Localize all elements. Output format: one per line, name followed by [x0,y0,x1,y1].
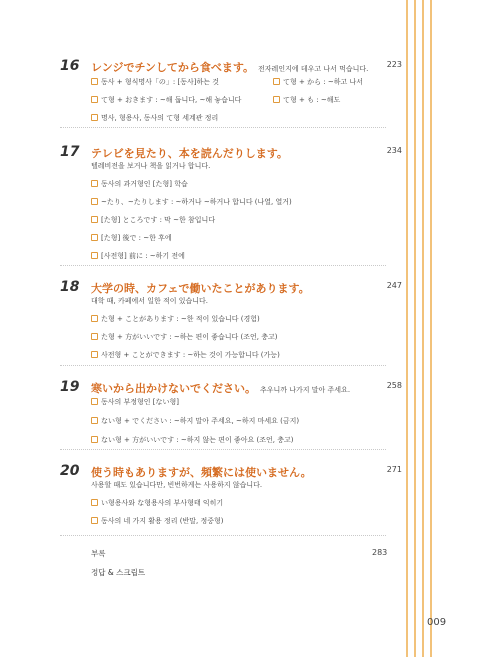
lesson-number: 17 [60,144,80,160]
square-bullet-icon [91,315,98,322]
lesson-point: 동사의 네 가지 활용 정리 (반말, 정중형) [91,516,223,526]
lesson-point: て형 + から : ~하고 나서 [273,77,363,87]
lesson-point: て형 + おきます : ~해 둡니다, ~해 놓습니다 [91,95,241,105]
lesson-title-translation: 전자레인지에 데우고 나서 먹습니다. [258,65,369,73]
square-bullet-icon [91,398,98,405]
lesson-point: ~たり、~たりします : ~하거나 ~하거나 합니다 (나열, 열거) [91,197,292,207]
divider [60,535,386,536]
square-bullet-icon [273,78,280,85]
divider [60,127,386,128]
lesson-point: い형용사와 な형용사의 부사형태 익히기 [91,498,223,508]
lesson-point: 동사의 과거형인 [た형] 학습 [91,179,188,189]
square-bullet-icon [91,78,98,85]
lesson-point: 동사 + 형식명사「の」: [동사]하는 것 [91,77,219,87]
lesson-point: [た형] 後で : ~한 후에 [91,233,172,243]
square-bullet-icon [91,198,98,205]
lesson-page: 234 [386,146,402,155]
lesson-number: 16 [60,58,80,74]
appendix-label[interactable]: 부록 [91,549,106,558]
lesson-point: 명사, 형용사, 동사의 て형 세계관 정리 [91,113,218,123]
lesson-point: [た형] ところです : 막 ~한 참입니다 [91,215,215,225]
lesson-number: 19 [60,379,80,395]
lesson-description: 대학 때, 카페에서 일한 적이 있습니다. [91,297,209,305]
lesson-title-translation: 추우니까 나가지 말아 주세요. [260,386,351,394]
square-bullet-icon [91,234,98,241]
square-bullet-icon [91,333,98,340]
square-bullet-icon [273,96,280,103]
lesson-title[interactable]: 使う時もありますが、頻繁には使いません。 [91,466,312,479]
lesson-page: 247 [386,281,402,290]
answers-label[interactable]: 정답 & 스크립트 [91,568,146,577]
lesson-number: 18 [60,279,80,295]
lesson-description: 사용할 때도 있습니다만, 빈번하게는 사용하지 않습니다. [91,481,263,489]
appendix-page: 283 [372,548,388,557]
lesson-page: 223 [386,60,402,69]
lesson-title-text: 寒いから出かけないでください。 [91,382,256,395]
lesson-point: た형 + 方がいいです : ~하는 편이 좋습니다 (조언, 충고) [91,332,277,342]
lesson-point: て형 + も : ~해도 [273,95,340,105]
lesson-title[interactable]: 大学の時、カフェで働いたことがあります。 [91,282,310,295]
lesson-page: 271 [386,465,402,474]
square-bullet-icon [91,517,98,524]
lesson-number: 20 [60,463,80,479]
decorative-line [430,0,432,657]
divider [60,449,386,450]
lesson-point: ない형 + 方がいいです : ~하지 않는 편이 좋아요 (조언, 충고) [91,435,293,445]
lesson-title[interactable] [91,59,368,75]
square-bullet-icon [91,351,98,358]
lesson-description: 텔레비전을 보거나 책을 읽거나 합니다. [91,162,211,170]
decorative-line [406,0,408,657]
square-bullet-icon [91,499,98,506]
decorative-line [414,0,416,657]
page-number: 009 [427,617,447,628]
lesson-title[interactable] [91,380,350,396]
lesson-point: た형 + ことがあります : ~한 적이 있습니다 (경험) [91,314,260,324]
decorative-line [422,0,424,657]
square-bullet-icon [91,180,98,187]
lesson-point: 동사의 부정형인 [ない형] [91,397,179,407]
square-bullet-icon [91,96,98,103]
square-bullet-icon [91,252,98,259]
lesson-title[interactable]: テレビを見たり、本を読んだりします。 [91,147,288,160]
lesson-page: 258 [386,381,402,390]
square-bullet-icon [91,436,98,443]
square-bullet-icon [91,216,98,223]
lesson-point: ない형 + でください : ~하지 말아 주세요, ~하지 마세요 (금지) [91,416,299,426]
square-bullet-icon [91,114,98,121]
square-bullet-icon [91,417,98,424]
divider [60,265,386,266]
lesson-point: 사전형 + ことができます : ~하는 것이 가능합니다 (가능) [91,350,280,360]
divider [60,365,386,366]
lesson-title-text: レンジでチンしてから食べます。 [91,61,255,74]
lesson-point: [사전형] 前に : ~하기 전에 [91,251,185,261]
